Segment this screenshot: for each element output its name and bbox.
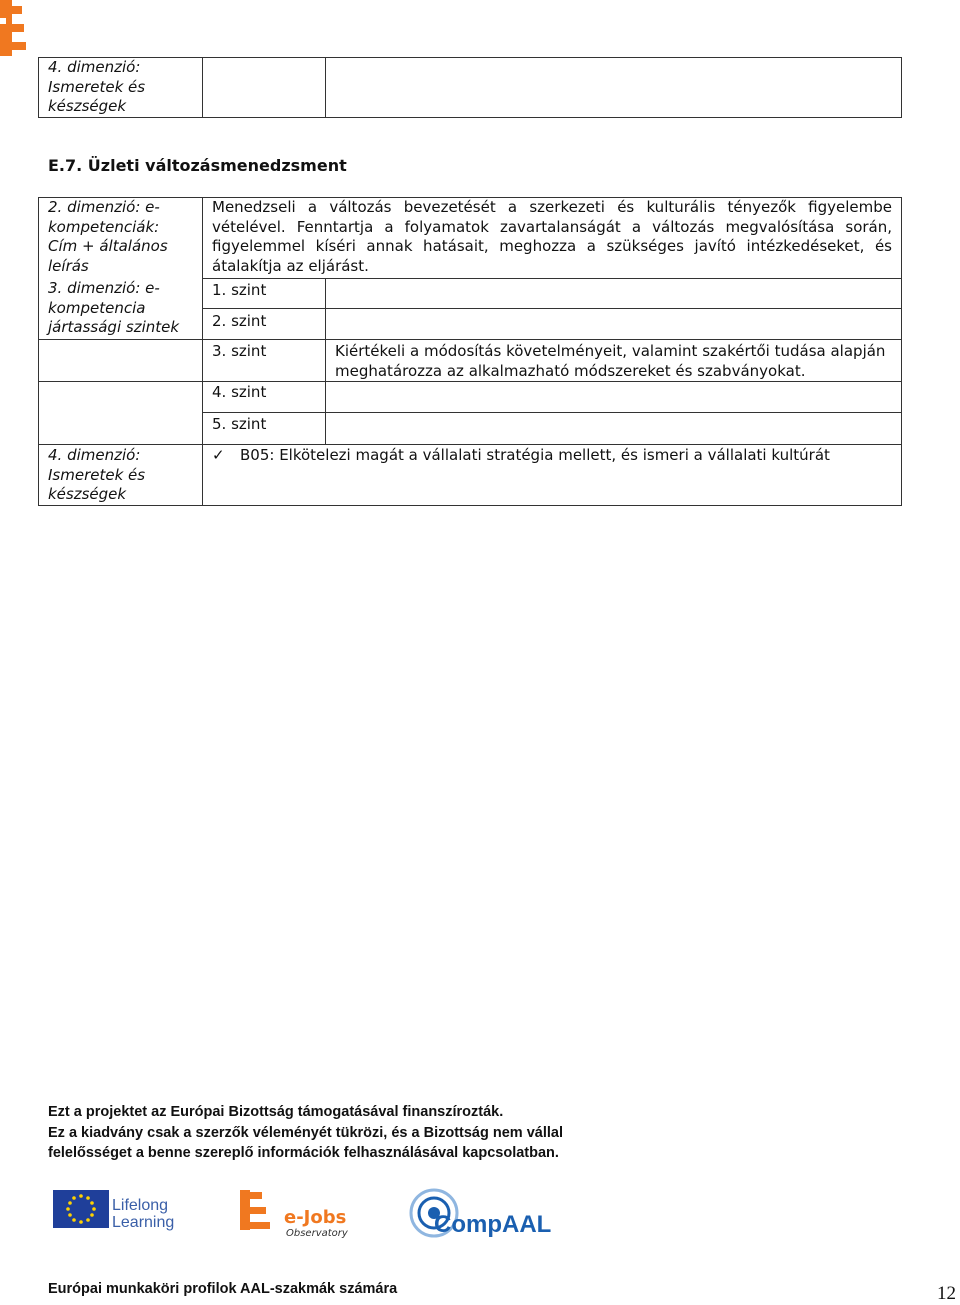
dim4-label-line: Ismeretek és: [48, 465, 146, 484]
level-label: 2. szint: [203, 309, 326, 340]
empty-cell: [203, 58, 326, 118]
lifelong-learning-logo: [53, 1190, 174, 1231]
dim3-label-line: kompetencia: [48, 298, 146, 317]
dim4-label-cell: [39, 58, 203, 118]
dim4-label-line: 4. dimenzió:: [48, 58, 141, 76]
svg-text:Learning: Learning: [112, 1214, 175, 1231]
empty-cell: [39, 382, 203, 445]
level-label: 1. szint: [203, 279, 326, 309]
compaal-logo: [411, 1190, 551, 1238]
disclaimer-line: Ez a kiadvány csak a szerzők véleményét tükrözi, és a Bizottság nem vállal: [48, 1124, 563, 1141]
level-text: [326, 413, 902, 445]
level-text: [326, 382, 902, 413]
dim2-label-line: leírás: [48, 256, 89, 275]
competence-table: [38, 197, 902, 506]
check-mark-icon: ✓: [212, 446, 225, 464]
dim4-label-line: Ismeretek és: [48, 77, 146, 96]
svg-text:Observatory: Observatory: [286, 1228, 348, 1239]
level-label: 5. szint: [203, 413, 326, 445]
document-title: Európai munkaköri profilok AAL-szakmák számára: [48, 1281, 398, 1297]
dim2-label-line: Cím + általános: [48, 237, 168, 255]
dim3-label-line: jártassági szintek: [48, 318, 180, 336]
top-dimension-table: [38, 57, 902, 118]
level-text: [326, 279, 902, 309]
disclaimer-line: Ezt a projektet az Európai Bizottság támogatásával finanszírozták.: [48, 1104, 504, 1120]
page-number: 12: [937, 1283, 956, 1304]
level-text: [326, 309, 902, 340]
dim2-label-line: kompetenciák:: [48, 217, 160, 236]
svg-text:CompAAL: CompAAL: [434, 1211, 552, 1238]
dim4-label-line: készségek: [48, 485, 127, 503]
dim2-label-line: 2. dimenzió: e-: [48, 198, 160, 216]
empty-cell: [326, 58, 902, 118]
level-text: Kiértékeli a módosítás követelményeit, valamint szakértői tudása alapján meghatározza az alkalmazható módszereket és szabványokat.: [326, 340, 902, 382]
competence-description: Menedzseli a változás bevezetését a szerkezeti és kulturális tényezők figyelembe vételével. Fenntartja a folyamatok zavartalanságát a változás megvalósítása során, figyelemmel kíséri annak hatásait, meghozza a szükséges javító intézkedéseket, és átalakítja az eljárást.: [203, 198, 902, 279]
knowledge-item-text: B05: Elkötelezi magát a vállalati stratégia mellett, és ismeri a vállalati kultúrát: [240, 446, 830, 464]
partner-logos: [50, 1186, 590, 1242]
dim4-label-line: készségek: [48, 97, 127, 115]
dimension-labels-cell: [39, 198, 203, 340]
funding-disclaimer: [48, 1102, 563, 1164]
level-label: 3. szint: [203, 340, 326, 382]
level-label: 4. szint: [203, 382, 326, 413]
svg-text:e-Jobs: e-Jobs: [284, 1207, 347, 1228]
empty-cell: [39, 340, 203, 382]
ejobs-corner-logo: [0, 0, 26, 56]
dim4-label-cell: [39, 445, 203, 506]
section-heading: E.7. Üzleti változásmenedzsment: [48, 156, 347, 175]
ejobs-observatory-logo: [240, 1190, 349, 1239]
dim3-label-line: 3. dimenzió: e-: [48, 279, 160, 297]
svg-text:Lifelong: Lifelong: [112, 1197, 169, 1214]
disclaimer-line: felelősséget a benne szereplő információk felhasználásával kapcsolatban.: [48, 1145, 559, 1161]
dim4-label-line: 4. dimenzió:: [48, 446, 141, 464]
knowledge-item: [203, 445, 902, 506]
